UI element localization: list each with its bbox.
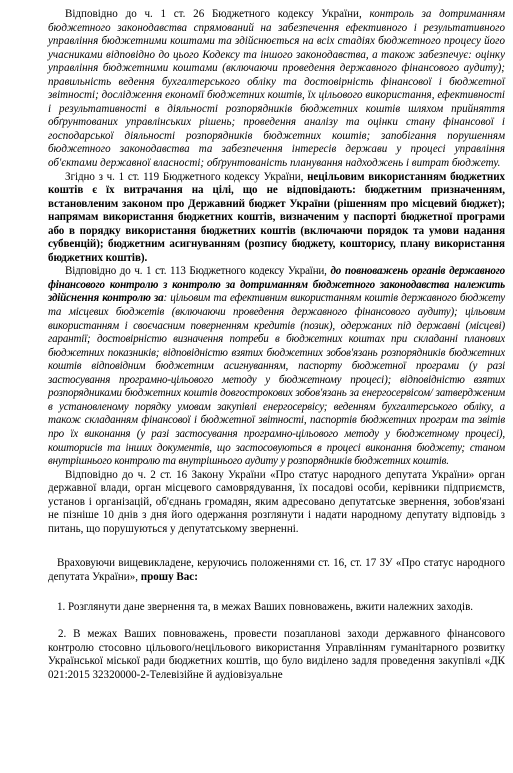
paragraph-budget-control xyxy=(48,8,505,171)
paragraph-lead-text: Згідно з ч. 1 ст. 119 Бюджетного кодексу України, xyxy=(65,170,308,183)
paragraph-italic-quote: : цільовим та ефективним використанням коштів державного бюджету та місцевих бюджетів (включаючи проведення державного фінансового аудиту); цільовим використанням і своєчасним поверненням кредитів (позик), одержаних під державні (місцеві) гарантії; достовірністю визначення потреби в бюджетних коштах при складанні планових бюджетних показників; відповідністю взятих бюджетних зобов'язань розпорядників бюджетних коштів відповідним бюджетним асигнуванням, паспорту бюджетної програми (у разі застосування програмно-цільового методу у бюджетному процесі); відповідністю взятих розпорядниками бюджетних коштів довгострокових зобов'язань за енергосервісом/ затвердженим в установленому порядку умовам закупівлі енергосервісу; веденням бухгалтерського обліку, а також складанням фінансової і бюджетної звітності, паспортів бюджетних програм та звітів про їх виконання (у разі застосування програмно-цільового методу у бюджетному процесі), кошторисів та інших документів, що застосовуються в процесі виконання бюджету; станом внутрішнього контролю та внутрішнього аудиту у розпорядників бюджетних коштів. xyxy=(48,292,505,468)
paragraph-request-item-1: 1. Розглянути дане звернення та, в межах Ваших повноважень, вжити належних заходів. xyxy=(57,600,474,613)
paragraph-control-authority xyxy=(48,265,505,468)
paragraph-bold-italic-quote: до повноважень органів державного фінансового контролю з контролю за дотриманням бюджетного законодавства належить здійснення контролю за xyxy=(48,265,505,305)
paragraph-lead-text: Відповідно до ч. 1 ст. 26 Бюджетного кодексу України, xyxy=(65,8,370,20)
paragraph-lead-text: Враховуючи вищевикладене, керуючись положеннями ст. 16, ст. 17 ЗУ «Про статус народного депутата України», xyxy=(48,557,505,583)
document-page xyxy=(48,8,505,682)
paragraph-misuse-definition xyxy=(48,171,505,266)
paragraph-bold-request: прошу Вас: xyxy=(140,570,198,583)
paragraph-italic-quote: контроль за дотриманням бюджетного законодавства спрямований на забезпечення ефективного і результативного управління бюджетними коштами та здійснюється на всіх стадіях бюджетного процесу його учасниками відповідно до цього Кодексу та іншого законодавства, а також забезпечує: оцінку управління бюджетними коштами (включаючи проведення державного фінансового аудиту); правильність ведення бухгалтерського обліку та достовірність фінансової і бюджетної звітності; дослідження економії бюджетних коштів, їх цільового використання, ефективності і результативності в діяльності розпорядників бюджетних коштів шляхом прийняття обґрунтованих управлінських рішень; проведення аналізу та оцінки стану фінансової і господарської діяльності розпорядників бюджетних коштів; запобігання порушенням бюджетного законодавства та забезпечення інтересів держави у процесі управління об'єктами державної власності; обґрунтованість планування надходжень і витрат бюджету. xyxy=(48,8,505,170)
paragraph-request-intro xyxy=(48,557,505,584)
paragraph-bold-quote: нецільовим використанням бюджетних коштів є їх витрачання на цілі, що не відповідають: бюджетним призначенням, встановленим законом про Державний бюджет України (рішенням про місцевий бюджет); напрямам використання бюджетних коштів, визначеним у паспорті бюджетної програми або в порядку використання бюджетних коштів (включаючи порядок та умови надання субвенцій); бюджетним асигнуванням (розпису бюджету, кошторису, плану використання бюджетних коштів). xyxy=(48,170,505,264)
paragraph-deputy-law: Відповідно до ч. 2 ст. 16 Закону України «Про статус народного депутата України» орган державної влади, орган місцевого самоврядування, їх посадові особи, керівники підприємств, установ і організацій, об'єднань громадян, яким адресовано депутатське звернення, зобов'язані не пізніше 10 днів з дня його одержання розглянути і надати народному депутату відповідь з питань, що порушуються у депутатському зверненні. xyxy=(48,468,505,535)
paragraph-lead-text: Відповідно до ч. 1 ст. 113 Бюджетного кодексу України, xyxy=(65,265,331,278)
paragraph-request-item-2: 2. В межах Ваших повноважень, провести позапланові заходи державного фінансового контролю стосовно цільового/нецільового використання Управлінням гуманітарного розвитку Української міської ради бюджетних коштів, що було виділено задля проведення закупівлі «ДК 021:2015 32320000-2-Телевізійне й аудіовізуальне xyxy=(48,628,505,681)
